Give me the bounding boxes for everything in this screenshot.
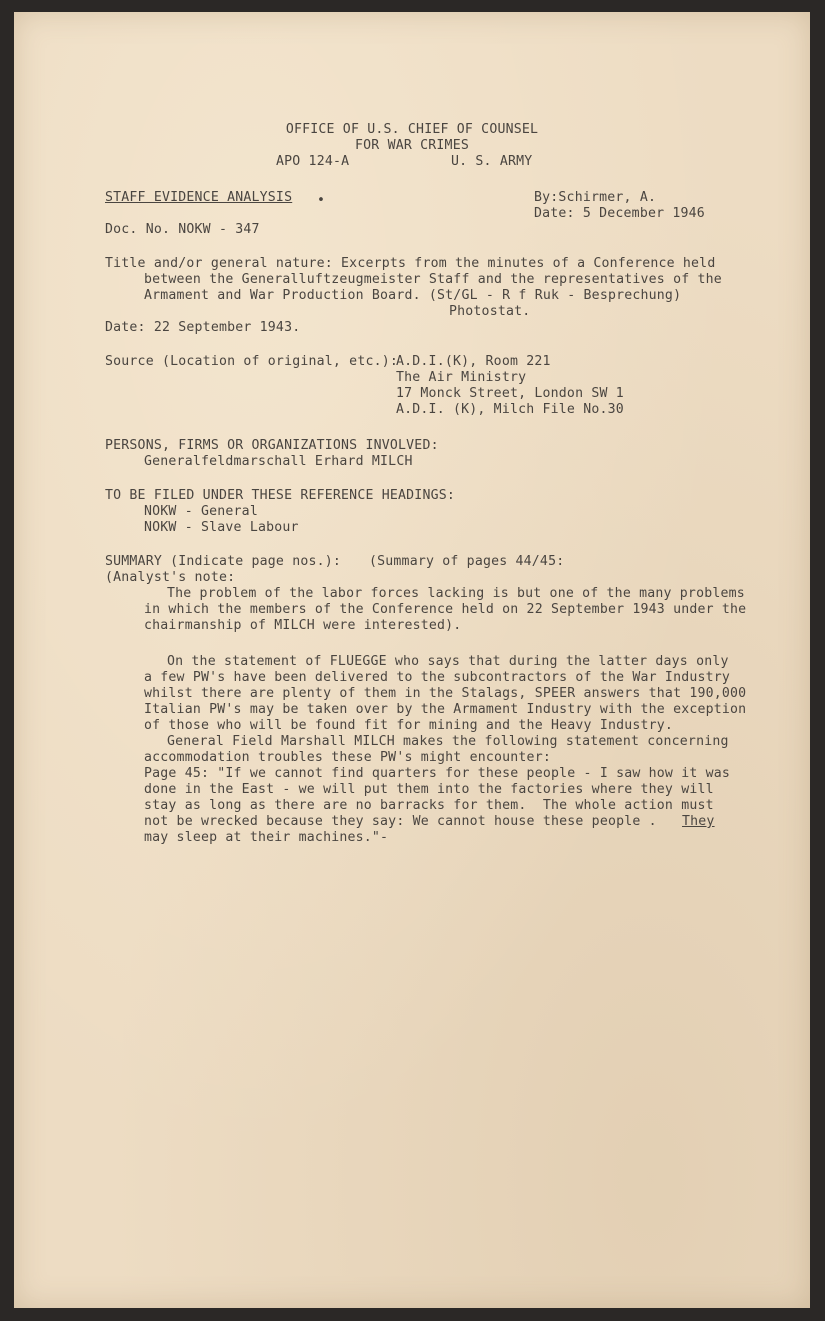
source-line-1: A.D.I.(K), Room 221 — [396, 354, 551, 369]
summary-p2-line-1: On the statement of FLUEGGE who says that during the latter days only — [167, 654, 729, 669]
persons-label: PERSONS, FIRMS OR ORGANIZATIONS INVOLVED: — [105, 438, 439, 453]
document-number: Doc. No. NOKW - 347 — [105, 222, 260, 237]
summary-p3-line-2: accommodation troubles these PW's might encounter: — [144, 750, 551, 765]
summary-p2-line-2: a few PW's have been delivered to the subcontractors of the War Industry — [144, 670, 731, 685]
summary-p4-line-5: may sleep at their machines."- — [144, 830, 389, 845]
filed-line-2: NOKW - Slave Labour — [144, 520, 299, 535]
analyst-note-label: (Analyst's note: — [105, 570, 236, 585]
filed-line-1: NOKW - General — [144, 504, 258, 519]
header-army: U. S. ARMY — [451, 154, 533, 169]
summary-label: SUMMARY (Indicate page nos.): — [105, 554, 342, 569]
summary-p4-line-4: not be wrecked because they say: We cannot house these people . — [144, 814, 657, 829]
filed-label: TO BE FILED UNDER THESE REFERENCE HEADINGS: — [105, 488, 456, 503]
title-line-1: Title and/or general nature: Excerpts from the minutes of a Conference held — [105, 256, 716, 271]
document-page — [14, 12, 810, 1308]
summary-p2-line-3: whilst there are plenty of them in the Stalags, SPEER answers that 190,000 — [144, 686, 747, 701]
persons-line-1: Generalfeldmarschall Erhard MILCH — [144, 454, 413, 469]
summary-p4-line-2: done in the East - we will put them into the factories where they will — [144, 782, 714, 797]
header-war-crimes-line: FOR WAR CRIMES — [355, 138, 469, 153]
analysis-date: Date: 5 December 1946 — [534, 206, 705, 221]
header-office-line: OFFICE OF U.S. CHIEF OF COUNSEL — [285, 122, 539, 137]
summary-p1-line-1: The problem of the labor forces lacking is but one of the many problems — [167, 586, 745, 601]
source-line-4: A.D.I. (K), Milch File No.30 — [396, 402, 624, 417]
summary-p1-line-2: in which the members of the Conference held on 22 September 1943 under the — [144, 602, 747, 617]
summary-p4-line-1: Page 45: "If we cannot find quarters for these people - I saw how it was — [144, 766, 731, 781]
summary-p4-they-underlined: They — [682, 814, 715, 829]
staff-evidence-analysis-heading: STAFF EVIDENCE ANALYSIS — [105, 190, 293, 205]
summary-p3-line-1: General Field Marshall MILCH makes the following statement concerning — [167, 734, 729, 749]
analyst-name: By:Schirmer, A. — [534, 190, 657, 205]
title-line-3: Armament and War Production Board. (St/GL - R f Ruk - Besprechung) — [144, 288, 682, 303]
summary-p4-line-3: stay as long as there are no barracks for them. The whole action must — [144, 798, 714, 813]
document-date: Date: 22 September 1943. — [105, 320, 301, 335]
summary-pages: (Summary of pages 44/45: — [369, 554, 565, 569]
source-line-3: 17 Monck Street, London SW 1 — [396, 386, 624, 401]
heading-bullet: • — [317, 193, 326, 208]
summary-p2-line-5: of those who will be found fit for mining and the Heavy Industry. — [144, 718, 674, 733]
summary-p2-line-4: Italian PW's may be taken over by the Armament Industry with the exception — [144, 702, 747, 717]
source-line-2: The Air Ministry — [396, 370, 527, 385]
summary-p1-line-3: chairmanship of MILCH were interested). — [144, 618, 462, 633]
source-label: Source (Location of original, etc.): — [105, 354, 399, 369]
header-apo: APO 124-A — [276, 154, 350, 169]
title-line-2: between the Generalluftzeugmeister Staff and the representatives of the — [144, 272, 722, 287]
title-line-4: Photostat. — [449, 304, 531, 319]
